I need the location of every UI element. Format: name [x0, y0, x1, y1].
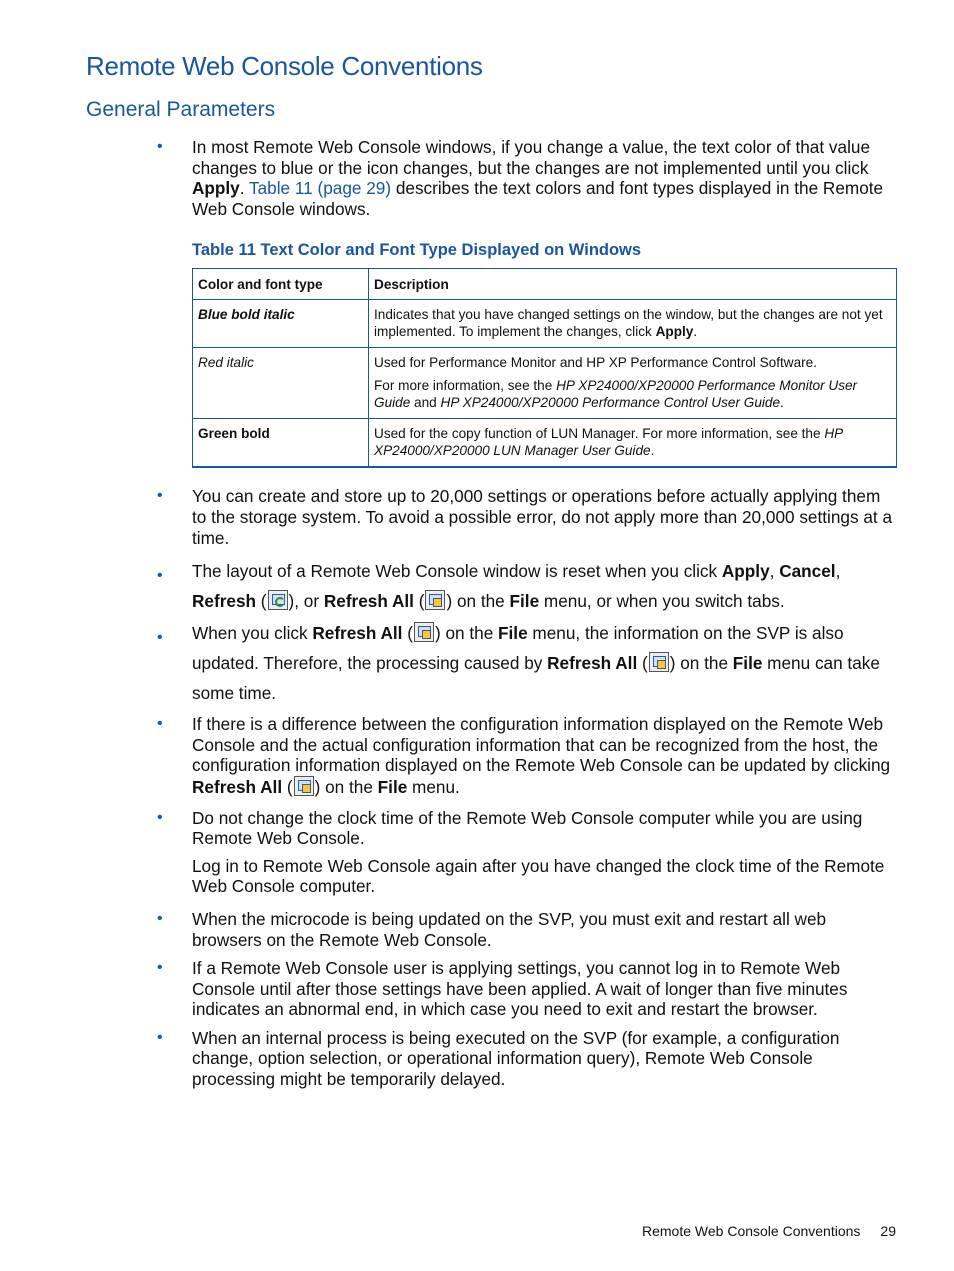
- table-cell: Used for the copy function of LUN Manager. For more information, see the HP XP24000/XP20000 LUN Manager User Guide.: [369, 419, 897, 468]
- table-cell: Red italic: [193, 348, 369, 419]
- bullet-dot: •: [157, 959, 163, 977]
- footer-title: Remote Web Console Conventions: [642, 1223, 861, 1239]
- bullet-text: If there is a difference between the configuration information displayed on the Remote Web Console and the actual configuration information that can be recognized from the host, the configuration information displayed on the Remote Web Console can be updated by clicking Refresh All ( ) on the File menu.: [192, 714, 891, 797]
- page-footer: [642, 1223, 896, 1239]
- bullet-text: When the microcode is being updated on the SVP, you must exit and restart all web browsers on the Remote Web Console.: [192, 908, 827, 950]
- bullet-dot: •: [157, 909, 163, 927]
- bullet-text: If a Remote Web Console user is applying settings, you cannot log in to Remote Web Console until after those settings have been applied. A wait of longer than five minutes indicates an abnormal end, in which case you need to exit and restart the browser.: [192, 958, 848, 1020]
- table-cell: Used for Performance Monitor and HP XP Performance Control Software. For more information, see the HP XP24000/XP20000 Performance Monitor User Guide and HP XP24000/XP20000 Performance Control User Guide.: [369, 348, 897, 419]
- bullet-item: [0, 958, 898, 1020]
- table-row: [193, 419, 897, 468]
- table-reference-link[interactable]: Table 11 (page 29): [249, 178, 392, 199]
- bullet-item: [0, 808, 898, 897]
- table-header-cell: Color and font type: [193, 269, 369, 300]
- bullet-item: [0, 556, 898, 616]
- refresh-icon[interactable]: [268, 590, 288, 610]
- refresh-all-icon[interactable]: [425, 590, 445, 610]
- refresh-all-icon[interactable]: [649, 652, 669, 672]
- bullet-text: You can create and store up to 20,000 settings or operations before actually applying them to the storage system. To avoid a possible error, do not apply more than 20,000 settings at a time.: [192, 486, 893, 548]
- bullet-text: When an internal process is being executed on the SVP (for example, a configuration change, option selection, or operational information query), Remote Web Console processing might be temporarily delayed.: [192, 1027, 840, 1090]
- table-cell: Indicates that you have changed settings on the window, but the changes are not yet implemented. To implement the changes, click Apply.: [369, 300, 897, 348]
- bullet-dot: •: [157, 1028, 163, 1046]
- bullet-item: [0, 1028, 898, 1090]
- bullet-item: [0, 486, 898, 548]
- table-row: [193, 348, 897, 419]
- bullet-item: [0, 137, 898, 219]
- table-caption: Table 11 Text Color and Font Type Displayed on Windows: [192, 241, 642, 260]
- page-title: Remote Web Console Conventions: [86, 51, 483, 81]
- color-font-table: [192, 268, 897, 468]
- table-row: [193, 300, 897, 348]
- refresh-all-icon[interactable]: [294, 776, 314, 796]
- bullet-dot: •: [157, 487, 163, 505]
- page-number: 29: [880, 1223, 896, 1239]
- bullet-item: [0, 909, 898, 950]
- bullet-text: Log in to Remote Web Console again after you have changed the clock time of the Remote Web Console computer.: [192, 855, 885, 897]
- table-cell: Blue bold italic: [193, 300, 369, 348]
- bullet-text: In most Remote Web Console windows, if you change a value, the text color of that value changes to blue or the icon changes, but the changes are not implemented until you click Apply. Table 11 (page 29) describes the text colors and font types displayed in the Remote Web Console windows.: [192, 137, 884, 219]
- bullet-item: [0, 714, 898, 797]
- bullet-item: [0, 618, 898, 708]
- bullet-text: The layout of a Remote Web Console window is reset when you click Apply, Cancel, Refresh ( ), or Refresh All ( ) on the File menu, or when you switch tabs.: [192, 561, 841, 612]
- bullet-dot: •: [157, 808, 163, 826]
- body-content: [0, 137, 954, 1090]
- table-header-row: [193, 269, 897, 300]
- bullet-text: Do not change the clock time of the Remote Web Console computer while you are using Remote Web Console.: [192, 807, 863, 849]
- table-cell: Green bold: [193, 419, 369, 468]
- table-header-cell: Description: [369, 269, 897, 300]
- bullet-dot: •: [157, 567, 163, 585]
- bullet-dot: •: [157, 629, 163, 647]
- section-heading: General Parameters: [86, 98, 276, 121]
- bullet-dot: •: [157, 715, 163, 733]
- refresh-all-icon[interactable]: [414, 622, 434, 642]
- bullet-text: When you click Refresh All ( ) on the File menu, the information on the SVP is also updated. Therefore, the processing caused by Refresh All ( ) on the File menu can take some time.: [192, 623, 880, 704]
- bullet-dot: •: [157, 138, 163, 155]
